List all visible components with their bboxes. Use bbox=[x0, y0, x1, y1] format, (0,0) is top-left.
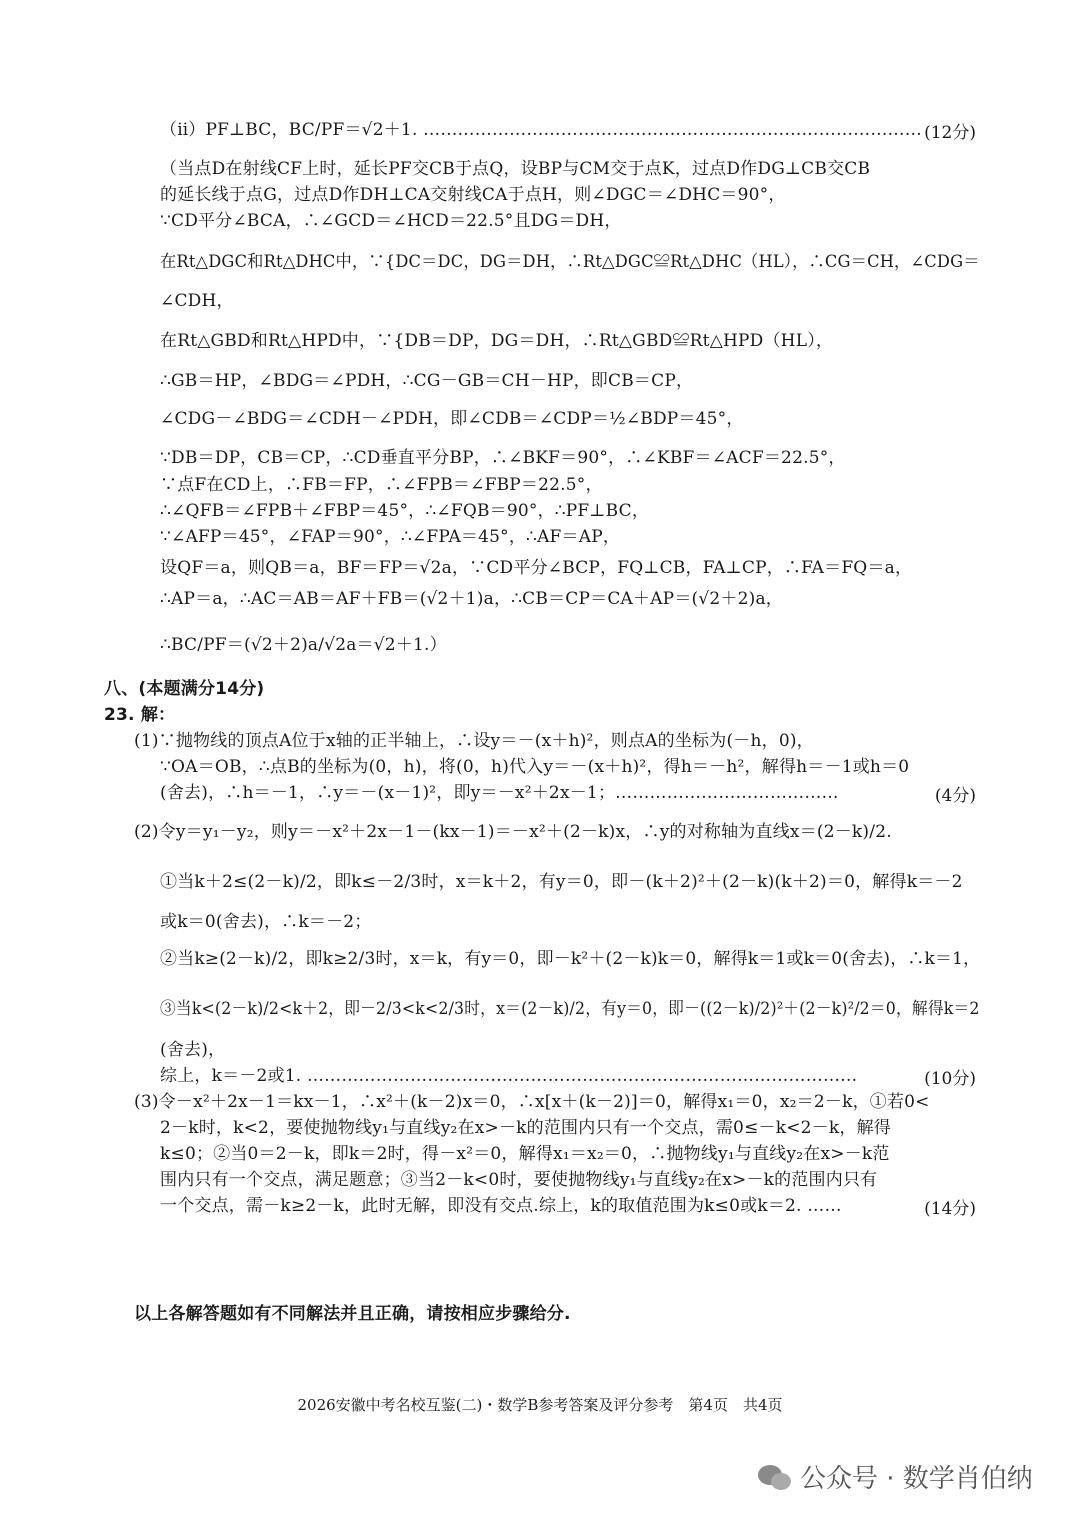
text-line: ∴BC/PF＝(√2＋2)a/√2a＝√2＋1.） bbox=[160, 635, 447, 655]
text-line: ∵∠AFP＝45°，∠FAP＝90°，∴∠FPA＝45°，∴AF＝AP， bbox=[160, 527, 621, 547]
score-label: (10分) bbox=[924, 1069, 976, 1089]
text-line: ①当k＋2≤(2－k)/2，即k≤－2/3时，x＝k＋2，有y＝0，即－(k＋2)²＋(2－k)(k＋2)＝0，解得k＝－2 bbox=[160, 872, 963, 892]
text-line: 的延长线于点G，过点D作DH⊥CA交射线CA于点H，则∠DGC＝∠DHC＝90°， bbox=[160, 185, 786, 205]
score-label: (12分) bbox=[924, 123, 976, 143]
text-line: ∴GB＝HP，∠BDG＝∠PDH，∴CG－GB＝CH－HP，即CB＝CP， bbox=[160, 371, 694, 391]
text-line: 八、(本题满分14分) bbox=[104, 679, 265, 699]
text-line: 以上各解答题如有不同解法并且正确，请按相应步骤给分. bbox=[134, 1304, 571, 1324]
text-line: (舍去)， bbox=[160, 1040, 226, 1060]
text-line: ∵DB＝DP，CB＝CP，∴CD垂直平分BP，∴∠BKF＝90°，∴∠KBF＝∠ACF＝22.5°， bbox=[160, 448, 846, 468]
text-line: (2)令y＝y₁－y₂，则y＝－x²＋2x－1－(kx－1)＝－x²＋(2－k)x，∴y的对称轴为直线x＝(2－k)/2. bbox=[134, 822, 892, 842]
text-line: ∴AP＝a，∴AC＝AB＝AF＋FB＝(√2＋1)a，∴CB＝CP＝CA＋AP＝(√2＋2)a， bbox=[160, 589, 783, 609]
text-line: k≤0；②当0＝2－k，即k＝2时，得－x²＝0，解得x₁＝x₂＝0，∴抛物线y₁与直线y₂在x>－k范 bbox=[160, 1144, 890, 1164]
text-line: 2－k时，k<2，要使抛物线y₁与直线y₂在x>－k的范围内只有一个交点，需0≤－k<2－k，解得 bbox=[160, 1118, 891, 1138]
text-line: （当点D在射线CF上时，延长PF交CB于点Q，设BP与CM交于点K，过点D作DG⊥CB交CB bbox=[160, 159, 871, 179]
text-line: (1)∵抛物线的顶点A位于x轴的正半轴上，∴设y＝－(x＋h)²，则点A的坐标为(－h，0)， bbox=[134, 731, 814, 751]
text-line: 一个交点，需－k≥2－k，此时无解，即没有交点.综上，k的取值范围为k≤0或k＝2. …… bbox=[160, 1196, 842, 1216]
score-label: (4分) bbox=[934, 786, 976, 806]
watermark-text: 公众号 · 数学肖伯纳 bbox=[800, 1464, 1033, 1494]
text-line: ∠CDG－∠BDG＝∠CDH－∠PDH，即∠CDB＝∠CDP＝½∠BDP＝45°， bbox=[160, 409, 744, 429]
text-line: ∴∠QFB＝∠FPB＋∠FBP＝45°，∴∠FQB＝90°，∴PF⊥BC， bbox=[160, 501, 650, 521]
text-line: ②当k≥(2－k)/2，即k≥2/3时，x＝k，有y＝0，即－k²＋(2－k)k＝0，解得k＝1或k＝0(舍去)，∴k＝1， bbox=[160, 949, 981, 969]
text-line: 在Rt△GBD和Rt△HPD中，∵{DB＝DP，DG＝DH，∴Rt△GBD≌Rt△HPD（HL）， bbox=[160, 331, 834, 351]
text-line: 设QF＝a，则QB＝a，BF＝FP＝√2a，∵CD平分∠BCP，FQ⊥CB，FA⊥CP，∴FA＝FQ＝a， bbox=[160, 558, 913, 578]
text-line: 或k＝0(舍去)，∴k＝－2； bbox=[160, 912, 372, 932]
text-line: 23. 解： bbox=[104, 705, 176, 725]
score-label: (14分) bbox=[924, 1199, 976, 1219]
page-footer: 2026安徽中考名校互鉴(二)・数学B参考答案及评分参考 第4页 共4页 bbox=[297, 1396, 783, 1414]
text-line: ∵CD平分∠BCA，∴∠GCD＝∠HCD＝22.5°且DG＝DH， bbox=[160, 211, 622, 231]
text-line: ∵OA＝OB，∴点B的坐标为(0，h)，将(0，h)代入y＝－(x＋h)²，得h＝－h²，解得h＝－1或h＝0 bbox=[160, 757, 910, 777]
text-line: ③当k<(2－k)/2<k＋2，即－2/3<k<2/3时，x＝(2－k)/2，有y＝0，即－((2－k)/2)²＋(2－k)²/2＝0，解得k＝2 bbox=[160, 999, 980, 1019]
text-line: 在Rt△DGC和Rt△DHC中，∵{DC＝DC，DG＝DH，∴Rt△DGC≌Rt△DHC（HL），∴CG＝CH，∠CDG＝ bbox=[160, 252, 980, 272]
text-line: (3)令－x²＋2x－1＝kx－1，∴x²＋(k－2)x＝0，∴x[x＋(k－2)]＝0，解得x₁＝0，x₂＝2－k，①若0< bbox=[134, 1092, 930, 1112]
text-line: ∠CDH， bbox=[160, 291, 234, 311]
text-line: (舍去)，∴h＝－1，∴y＝－(x－1)²，即y＝－x²＋2x－1；………………………………… bbox=[160, 783, 839, 803]
text-line: 综上，k＝－2或1. …………………………………………………………………………………… bbox=[160, 1066, 858, 1086]
watermark bbox=[758, 1458, 1033, 1495]
text-line: ∵点F在CD上，∴FB＝FP，∴∠FPB＝∠FBP＝22.5°， bbox=[160, 475, 603, 495]
text-line: （ⅱ）PF⊥BC，BC/PF＝√2＋1. …………………………………………………………………………… bbox=[160, 120, 922, 140]
text-line: 围内只有一个交点，满足题意；③当2－k<0时，要使抛物线y₁与直线y₂在x>－k的范围内只有 bbox=[160, 1170, 878, 1190]
wechat-icon bbox=[758, 1463, 792, 1491]
